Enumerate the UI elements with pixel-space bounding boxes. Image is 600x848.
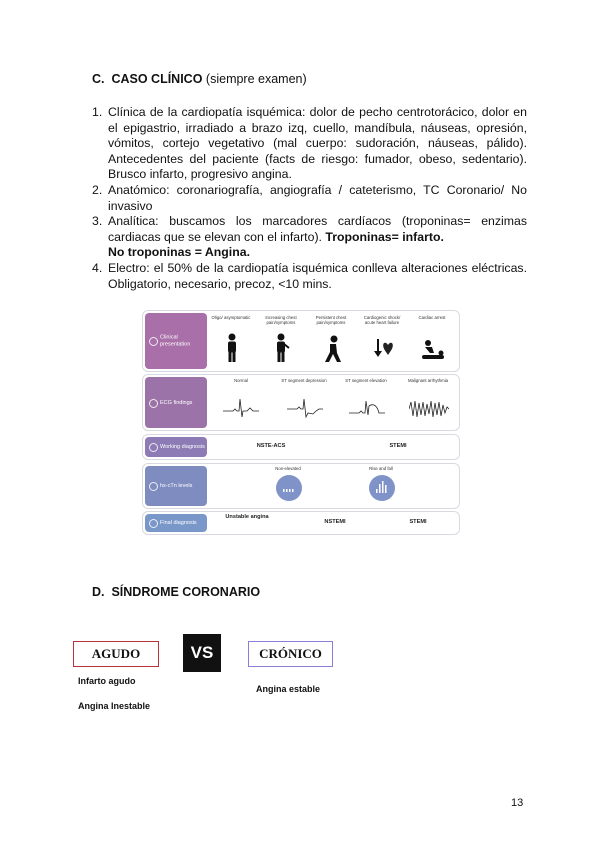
row-label-text: hs-cTn levels — [160, 482, 193, 489]
section-d-letter: D. — [92, 585, 105, 599]
agudo-item: Infarto agudo — [78, 676, 136, 686]
section-d-title: SÍNDROME CORONARIO — [111, 585, 261, 599]
ecg-st-depression-icon — [287, 397, 323, 419]
list-item — [92, 261, 527, 292]
list-bold-text: Troponinas= infarto. — [325, 229, 444, 244]
info-icon — [149, 519, 158, 528]
section-c-note: (siempre examen) — [205, 72, 307, 86]
list-number: 1. — [92, 105, 103, 119]
troponin-rise-icon — [368, 474, 396, 502]
info-icon — [149, 482, 158, 491]
cronico-box: CRÓNICO — [248, 641, 333, 667]
row-label-text: ECG findings — [160, 399, 193, 406]
info-icon — [149, 399, 158, 408]
cell-text: NSTEMI — [324, 519, 346, 525]
info-icon — [149, 337, 158, 346]
section-d-heading — [92, 585, 260, 599]
cell-text: STEMI — [389, 443, 407, 449]
cell-text: Oligo/ asymptomatic — [211, 315, 251, 320]
person-icon — [225, 333, 239, 363]
list-item — [92, 183, 527, 214]
info-icon — [149, 443, 158, 452]
clinical-case-list — [92, 105, 527, 292]
cell-text: Cardiogenic shock/ acute heart failure — [363, 315, 401, 325]
cell-text: Normal — [234, 378, 248, 383]
section-c-heading — [92, 72, 307, 86]
collapsing-person-icon — [324, 335, 342, 363]
chest-pain-person-icon — [274, 333, 290, 363]
no-troponin-note: No troponinas = Angina. — [108, 245, 250, 260]
ecg-st-elevation-icon — [349, 397, 385, 419]
row-label-ecg — [145, 377, 207, 428]
page-number: 13 — [511, 797, 524, 809]
list-number: 2. — [92, 182, 103, 197]
cell-text: Malignant arrhythmia — [407, 378, 449, 383]
row-working-diagnosis — [142, 434, 460, 460]
list-text: Analítica: buscamos los marcadores cardíacos (troponinas= enzimas cardiacas que se elevan con el infarto). — [108, 214, 527, 244]
row-label-hsctn — [145, 466, 207, 506]
heart-failure-icon — [373, 335, 395, 361]
cell-text: NSTE-ACS — [256, 443, 286, 449]
row-label-working — [145, 437, 207, 457]
section-c-title: CASO CLÍNICO — [111, 72, 203, 86]
agudo-box: AGUDO — [73, 641, 159, 667]
section-c-letter: C. — [92, 72, 105, 86]
cpr-icon — [420, 339, 446, 361]
list-item — [92, 105, 527, 183]
acs-diagnostic-figure — [142, 310, 460, 535]
vs-box: VS — [183, 634, 221, 672]
row-clinical-presentation — [142, 310, 460, 372]
cell-text: Non-elevated — [275, 466, 301, 471]
row-label-text: Clinical presentation — [160, 334, 191, 347]
row-label-text: Final diagnosis — [160, 519, 197, 526]
cell-text: ST segment elevation — [345, 378, 387, 383]
row-label-text: Working diagnosis — [160, 443, 205, 450]
cronico-item: Angina estable — [256, 684, 321, 694]
agudo-item: Angina Inestable — [78, 701, 151, 711]
list-number: 3. — [92, 214, 103, 229]
cell-text: ST segment depression — [281, 378, 327, 383]
row-label-final — [145, 514, 207, 532]
row-label-clinical — [145, 313, 207, 369]
cell-text: Persistent chest pain/symptoms — [315, 315, 347, 325]
cell-text: Cardiac arrest — [418, 315, 446, 320]
row-ecg-findings — [142, 374, 460, 431]
cell-text: Unstable angina — [225, 514, 269, 520]
list-text: Anatómico: coronariografía, angiografía / cateterismo, TC Coronario/ No invasivo — [108, 182, 527, 213]
list-item — [92, 214, 527, 245]
troponin-flat-icon — [275, 474, 303, 502]
row-hs-ctn-levels — [142, 463, 460, 509]
list-number: 4. — [92, 260, 103, 275]
ecg-normal-icon — [223, 397, 259, 419]
row-final-diagnosis — [142, 511, 460, 535]
list-text: Electro: el 50% de la cardiopatía isquémica conlleva alteraciones eléctricas. Obligatorio, necesario, precoz, <10 mins. — [108, 260, 527, 291]
ecg-arrhythmia-icon — [409, 399, 449, 419]
cell-text: Increasing chest pain/symptoms — [265, 315, 297, 325]
cell-text: Rise and fall — [369, 466, 393, 471]
cell-text: STEMI — [409, 519, 427, 525]
list-text: Clínica de la cardiopatía isquémica: dolor de pecho centrotorácico, dolor en el epigastrio, irradiado a brazo izq, cuello, mandíbula, náuseas, opresión, vómitos, cortejo vegetativo (mal cuerpo: sudoración, náuseas, pálido). Antecedentes del paciente (facts de riesgo: fumador, obeso, sedentario). Brusco infarto, progresivo angina. — [108, 105, 527, 182]
